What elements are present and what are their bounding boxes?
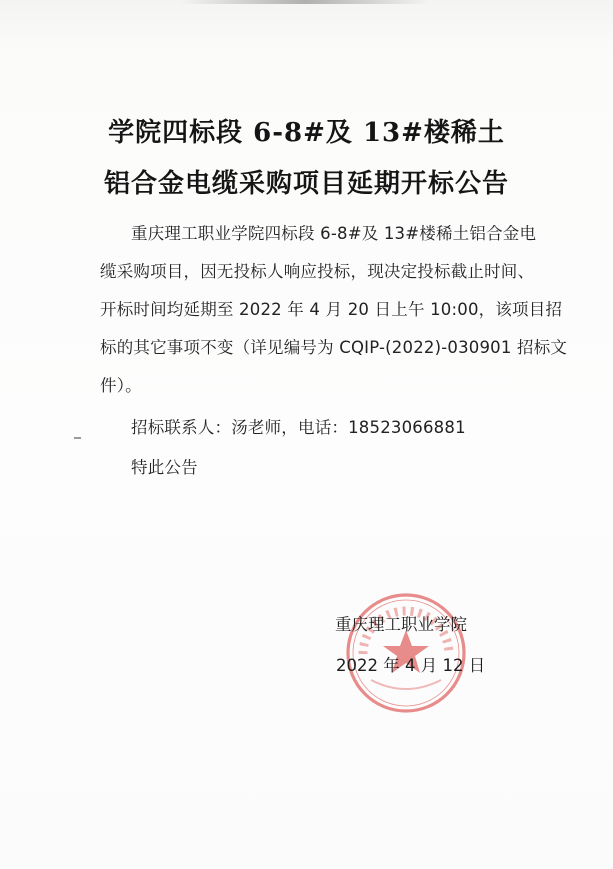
body-line-1: 重庆理工职业学院四标段 6-8#及 13#楼稀土铝合金电 [131,224,537,243]
notice-title-line2: 铝合金电缆采购项目延期开标公告 [103,169,509,199]
body-line-4: 标的其它事项不变（详见编号为 CQIP-(2022)-030901 招标文 [100,338,568,357]
notice-title-line1: 学院四标段 6-8#及 13#楼稀土 [108,118,505,148]
closing-text: 特此公告 [131,458,198,477]
issue-date: 2022 年 4 月 12 日 [336,656,486,675]
body-line-3: 开标时间均延期至 2022 年 4 月 20 日上午 10:00，该项目招 [100,300,563,319]
contact-line: 招标联系人：汤老师，电话：18523066881 [131,418,466,437]
body-line-5: 件）。 [100,376,142,395]
issuer-name: 重庆理工职业学院 [335,615,467,634]
body-line-2: 缆采购项目，因无投标人响应投标，现决定投标截止时间、 [100,262,535,281]
scan-mark [74,437,81,439]
scan-edge-shadow [180,0,430,4]
